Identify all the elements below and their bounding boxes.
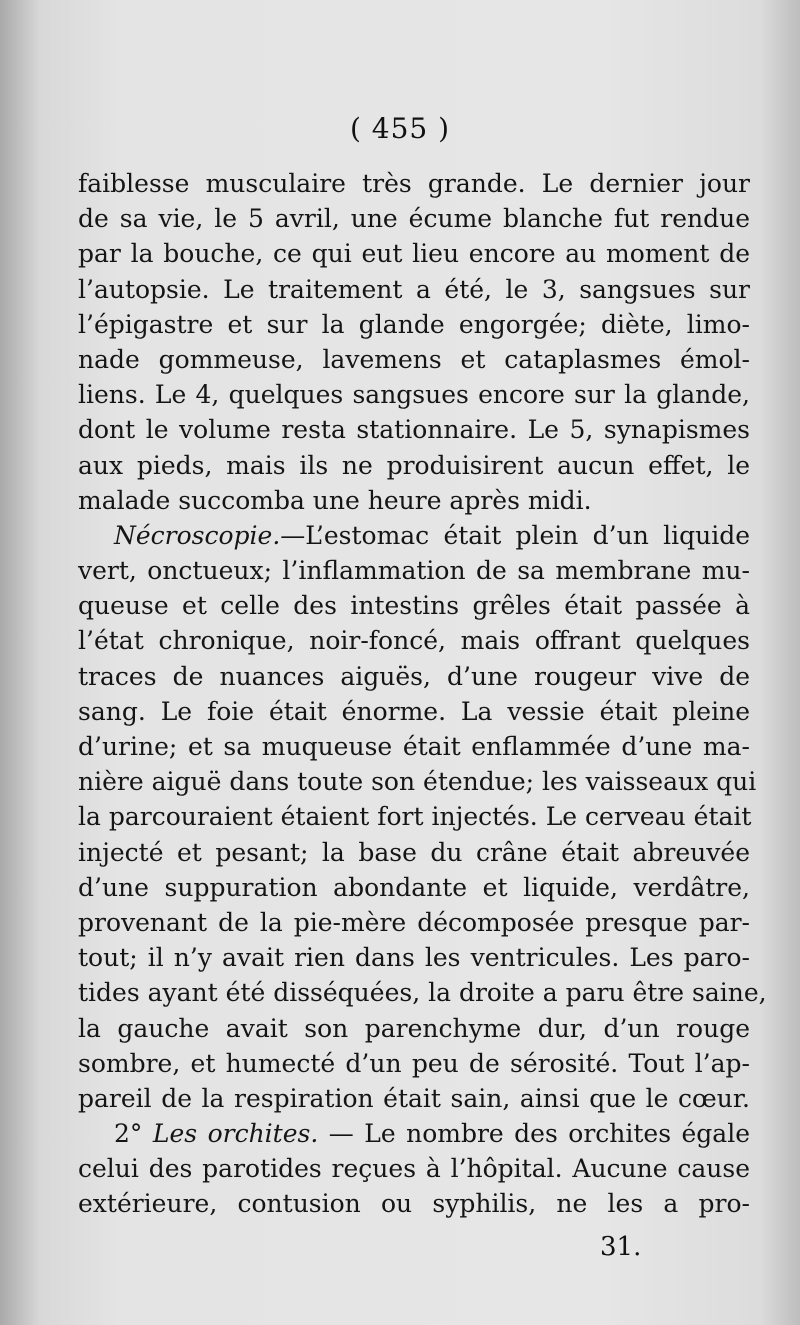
text-line: extérieure, contusion ou syphilis, ne les a pro- (78, 1189, 750, 1219)
text-line: par la bouche, ce qui eut lieu encore au moment de (78, 239, 750, 269)
text-line: traces de nuances aiguës, d’une rougeur vive de (78, 661, 750, 691)
page-number: ( 455 ) (349, 112, 451, 145)
body-text (78, 166, 767, 1222)
text-line: l’épigastre et sur la glande engorgée; diète, limo- (78, 309, 750, 339)
signature-mark: 31. (600, 1232, 642, 1262)
text-line: celui des parotides reçues à l’hôpital. Aucune cause (78, 1154, 750, 1184)
text-line: dont le volume resta stationnaire. Le 5, synapismes (78, 415, 750, 445)
text-line: aux pieds, mais ils ne produisirent aucun effet, le (78, 450, 750, 480)
text-line: liens. Le 4, quelques sangsues encore sur la glande, (78, 380, 750, 410)
text-line: tout; il n’y avait rien dans les ventricules. Les paro- (78, 943, 750, 973)
text-line: tides ayant été disséquées, la droite a paru être saine, (78, 978, 767, 1008)
text-line: d’une suppuration abondante et liquide, verdâtre, (78, 872, 750, 902)
text-line: la parcouraient étaient fort injectés. Le cerveau était (78, 802, 752, 832)
text-line: l’autopsie. Le traitement a été, le 3, sangsues sur (78, 274, 750, 304)
text-line: l’état chronique, noir-foncé, mais offrant quelques (78, 626, 750, 656)
text-line-necroscopie: Nécroscopie.—L’estomac était plein d’un liquide (114, 520, 750, 550)
text-line: faiblesse musculaire très grande. Le dernier jour (78, 169, 750, 198)
text-line: d’urine; et sa muqueuse était enflammée d’une ma- (78, 732, 750, 761)
text-line: queuse et celle des intestins grêles était passée à (78, 591, 750, 621)
text-line: nière aiguë dans toute son étendue; les vaisseaux qui (78, 767, 757, 797)
text-line: provenant de la pie-mère décomposée presque par- (78, 907, 750, 937)
section-heading-orchites: Les orchites. (152, 1119, 319, 1149)
text-line: sombre, et humecté d’un peu de sérosité. Tout l’ap- (78, 1048, 750, 1078)
section-heading-necroscopie: Nécroscopie. (114, 520, 281, 550)
text-line: nade gommeuse, lavemens et cataplasmes émol- (78, 344, 750, 374)
text-line-orchites: 2° Les orchites. — Le nombre des orchites égale (114, 1119, 751, 1149)
text-line: sang. Le foie était énorme. La vessie était pleine (78, 696, 750, 726)
text-line: vert, onctueux; l’inflammation de sa membrane mu- (78, 556, 750, 586)
text-line: de sa vie, le 5 avril, une écume blanche fut rendue (78, 204, 750, 234)
text-line: injecté et pesant; la base du crâne était abreuvée (78, 837, 750, 867)
text-line: malade succomba une heure après midi. (78, 485, 592, 515)
text-line: pareil de la respiration était sain, ainsi que le cœur. (78, 1083, 750, 1113)
text-line: la gauche avait son parenchyme dur, d’un rouge (78, 1013, 750, 1043)
